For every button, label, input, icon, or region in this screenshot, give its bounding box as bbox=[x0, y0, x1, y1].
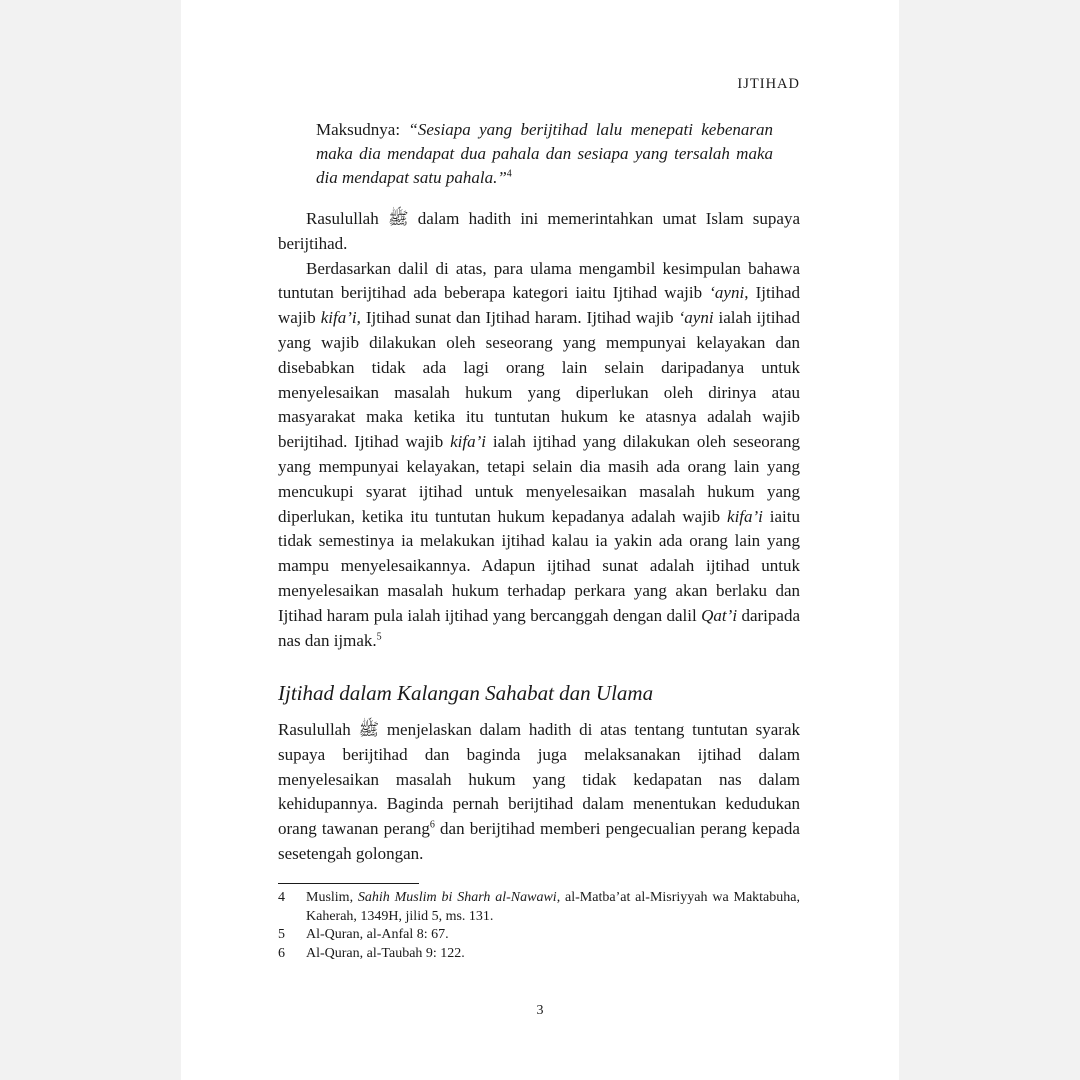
p2-text-e: , Ijtihad sunat dan Ijtihad haram. Ijtihad wajib bbox=[356, 308, 679, 328]
footnote-5 bbox=[278, 926, 800, 945]
quote-text: “Sesiapa yang berijtihad lalu menepati kebenaran maka dia mendapat dua pahala dan sesiapa yang tersalah maka dia mendapat satu pahala.” bbox=[316, 120, 774, 187]
footnote-publication: , al-Matba’at al-Misriyyah wa Maktabuha, Kaherah, 1349H, jilid 5, ms. 131. bbox=[306, 890, 800, 924]
footnote-author: Muslim, bbox=[306, 890, 358, 905]
paragraph-3 bbox=[278, 718, 800, 867]
term-kifai: kifa’i bbox=[320, 308, 357, 328]
paragraph-1-text: Rasulullah ﷺ dalam hadith ini memerintahkan umat Islam supaya berijtihad. bbox=[278, 209, 800, 253]
term-ayni: ‘ayni bbox=[678, 308, 714, 328]
p2-text-i: ialah ijtihad yang dilakukan oleh seseorang yang mempunyai kelayakan, tetapi selain dia masih ada orang lain yang mencukupi syarat ijtihad untuk menyelesaikan masalah hukum yang diperlukan, ketika itu tuntutan hukum kepadanya adalah wajib bbox=[278, 432, 800, 526]
section-body-text bbox=[278, 718, 800, 867]
footnote-text bbox=[306, 889, 800, 926]
footnote-text: Al-Quran, al-Taubah 9: 122. bbox=[306, 945, 465, 961]
term-qati: Qat’i bbox=[701, 605, 738, 625]
p3-text-b: dan berijtihad memberi pengecualian perang kepada sesetengah golongan. bbox=[278, 819, 800, 863]
running-title: IJTIHAD bbox=[737, 76, 800, 92]
page-number: 3 bbox=[536, 1003, 544, 1018]
footnote-ref-5[interactable]: 5 bbox=[376, 630, 382, 642]
footnote-text: Al-Quran, al-Anfal 8: 67. bbox=[306, 927, 449, 942]
p3-text-a: Rasulullah ﷺ menjelaskan dalam hadith di atas tentang tuntutan syarak supaya berijtihad dan baginda juga melaksanakan ijtihad dalam menyelesaikan masalah hukum yang tidak kedapatan nas dalam kehidupannya. Baginda pernah berijtihad dalam menentukan kedudukan orang tawanan perang bbox=[278, 720, 800, 839]
term-kifai: kifa’i bbox=[450, 432, 486, 452]
footnote-6 bbox=[278, 945, 800, 964]
p2-text-c: , Ijtihad wajib bbox=[278, 283, 800, 328]
quote-lead: Maksudnya: bbox=[316, 120, 409, 139]
p2-text-k: iaitu tidak semestinya ia melakukan ijtihad kalau ia yakin ada orang lain yang mampu menyelesaikannya. Adapun ijtihad sunat adalah ijtihad untuk menyelesaikan masalah hukum terhadap perkara yang akan berlaku dan Ijtihad haram pula ialah ijtihad yang bercanggah dengan dalil bbox=[278, 506, 800, 625]
footnote-ref-4[interactable]: 4 bbox=[506, 168, 512, 180]
body-text bbox=[278, 207, 800, 653]
footnote-book-title: Sahih Muslim bi Sharh al-Nawawi bbox=[357, 890, 557, 905]
p2-text-g: ialah ijtihad yang wajib dilakukan oleh seseorang yang mempunyai kelayakan dan disebabkan tidak ada lagi orang lain selain daripadanya untuk menyelesaikan masalah hukum yang diperlukan oleh dirinya atau masyarakat maka ketika itu tuntutan hukum ke atasnya adalah wajib berijtihad. Ijtihad wajib bbox=[278, 308, 800, 452]
footnotes bbox=[278, 889, 800, 963]
hadith-translation-quote bbox=[316, 118, 773, 190]
footnote-4 bbox=[278, 889, 800, 926]
footnote-number: 5 bbox=[278, 927, 285, 942]
paragraph-2 bbox=[278, 257, 800, 654]
footnote-divider bbox=[278, 883, 419, 884]
footnote-number: 6 bbox=[278, 945, 285, 961]
p2-text-a: Berdasarkan dalil di atas, para ulama mengambil kesimpulan bahawa tuntutan berijtihad ada beberapa kategori iaitu Ijtihad wajib bbox=[278, 258, 800, 303]
p2-text-m: daripada nas dan ijmak. bbox=[278, 605, 800, 650]
term-ayni: ‘ayni bbox=[709, 283, 745, 303]
book-page bbox=[181, 0, 899, 1080]
section-heading: Ijtihad dalam Kalangan Sahabat dan Ulama bbox=[278, 681, 654, 705]
footnote-ref-6[interactable]: 6 bbox=[429, 819, 435, 831]
paragraph-1 bbox=[278, 207, 800, 257]
term-kifai: kifa’i bbox=[727, 506, 763, 526]
footnote-number: 4 bbox=[278, 890, 285, 905]
